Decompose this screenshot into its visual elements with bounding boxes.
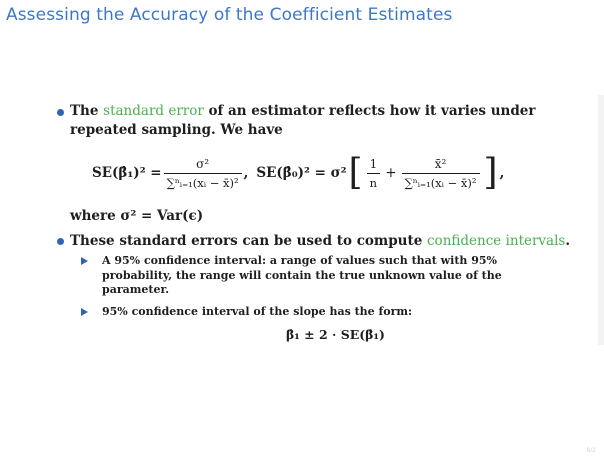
- se-beta1-numerator: σ²: [196, 156, 210, 171]
- sub-bullet-line: parameter.: [102, 283, 170, 296]
- plus-sign: +: [385, 165, 397, 181]
- bullet-standard-error-line1: [70, 101, 536, 121]
- slide-title: Assessing the Accuracy of the Coefficient Estimates: [6, 5, 453, 25]
- frac2-denominator: ∑ⁿᵢ₌₁(xᵢ − x̄)²: [402, 173, 480, 190]
- bullet-marker: [57, 109, 64, 116]
- term-standard-error: standard error: [103, 103, 204, 119]
- text-rest: of an estimator reflects how it varies under: [203, 103, 536, 119]
- sub-bullet-line: probability, the range will contain the true unknown value of the: [102, 268, 502, 282]
- xbar-fraction: [402, 157, 480, 190]
- se-beta1-lhs: SE(β̂₁)² =: [92, 165, 162, 181]
- one-over-n-fraction: [367, 157, 381, 190]
- edge-shade: [598, 95, 604, 345]
- where-line: where σ² = Var(ϵ): [70, 208, 204, 224]
- text-suffix: .: [565, 233, 571, 249]
- standard-error-equation: [92, 148, 504, 198]
- bullet-marker: [57, 238, 64, 245]
- sub-bullet-marker: [81, 257, 88, 265]
- sub-bullet-line: A 95% confidence interval: a range of values such that with 95%: [102, 254, 497, 267]
- right-bracket: ]: [483, 152, 498, 193]
- equation-end: ,: [499, 165, 505, 181]
- se-beta1-denominator: ∑ⁿᵢ₌₁(xᵢ − x̄)²: [164, 173, 242, 190]
- text-prefix: These standard errors can be used to compute: [70, 233, 427, 249]
- left-bracket: [: [348, 152, 363, 193]
- sub-bullet-marker: [81, 308, 88, 316]
- bullet-confidence-intervals: [70, 231, 570, 251]
- sub-bullet-slope-ci: 95% confidence interval of the slope has the form:: [102, 305, 413, 318]
- se-beta0-lhs: SE(β̂₀)² = σ²: [256, 165, 347, 181]
- text-prefix: The: [70, 103, 104, 119]
- ci-formula: β̂₁ ± 2 · SE(β̂₁): [286, 327, 385, 342]
- frac1-denominator: n: [367, 173, 380, 190]
- term-confidence-intervals: confidence intervals: [427, 233, 566, 249]
- se-beta1-fraction: [164, 157, 242, 190]
- frac2-numerator: x̄²: [434, 156, 447, 171]
- bullet-standard-error-line2: repeated sampling. We have: [70, 122, 283, 138]
- frac1-numerator: 1: [369, 156, 378, 171]
- page-number: 8/2: [586, 447, 596, 454]
- equation-separator: ,: [243, 165, 249, 181]
- sub-bullet-ci-definition: [102, 254, 522, 298]
